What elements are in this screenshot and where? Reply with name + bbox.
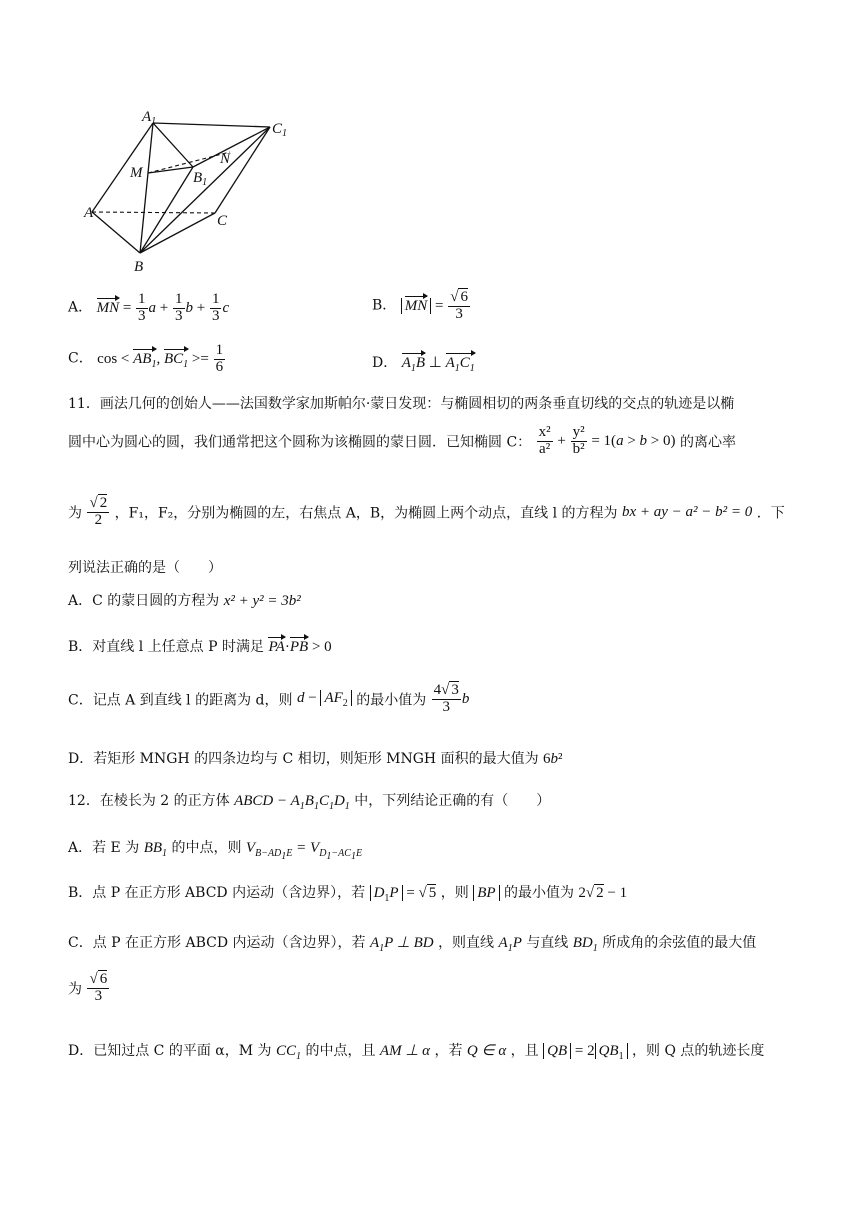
q10-option-a: A． MN = $\frac{1}{3}$ a + $\frac{1}{3}$ b + $\frac{1}{3}$ c — [68, 291, 230, 324]
point-label-b1: $B_1$ — [193, 170, 208, 188]
q12-option-b: B．点 P 在正方形 ABCD 内运动（含边界），若 $D_1P$ = √ 5 ，则 BP 的最小值为 2√ 2 − 1 — [68, 885, 628, 904]
point-label-c: C — [217, 213, 228, 229]
point-label-c1: $C_1$ — [272, 121, 288, 139]
q10-option-d: D． $A_1B$ ⊥ $A_1C_1$ — [372, 355, 475, 374]
q11-line3: 为 $\frac{√ 2}{2}$ ，F₁，F₂，分别为椭圆的左，右焦点 A，B，为椭圆上两个动点，直线 l 的方程为 bx + ay − a² − b² = 0 ．下 — [68, 495, 785, 528]
q11-line1: 11．画法几何的创始人——法国数学家加斯帕尔·蒙日发现：与椭圆相切的两条垂直切线的交点的轨迹是以椭 — [68, 396, 735, 412]
q11-line4: 列说法正确的是（ ） — [68, 560, 222, 576]
geometry-figure — [80, 105, 310, 280]
q11-option-c: C．记点 A 到直线 l 的距离为 d，则 $d - AF_2$ 的最小值为 $\frac{4√ 3}{3}$ b — [68, 682, 470, 715]
q11-option-a: A．C 的蒙日圆的方程为 x² + y² = 3b² — [68, 593, 301, 609]
q12-option-c-cont: 为 $\frac{√ 6}{3}$ — [68, 971, 108, 1004]
q11-line2: 圆中心为圆心的圆，我们通常把这个圆称为该椭圆的蒙日圆．已知椭圆 C： $\frac{\text{x²}}{\text{a²}}$ + $\frac{\text{y²}}{\text{b²}}$ = 1(a > b > 0) 的离心率 — [68, 424, 736, 457]
q10-option-b: B． MN = $\frac{√ 6}{3}$ — [372, 289, 468, 322]
q10-option-c: C． $\cos < AB_1$, $BC_1$ >= $\frac{1}{6}$ — [68, 342, 224, 375]
q12-option-d: D．已知过点 C 的平面 α，M 为 $CC_1$ 的中点，且 AM ⊥ α ，若 Q ∈ α ，且 QB = 2 $QB_1$ ，则 Q 点的轨迹长度 — [68, 1043, 765, 1062]
point-label-a1: $A_1$ — [142, 109, 157, 127]
q12-option-c: C．点 P 在正方形 ABCD 内运动（含边界），若 $A_1P$ ⊥ BD ，则直线 $A_1P$ 与直线 $BD_1$ 所成角的余弦值的最大值 — [68, 935, 757, 954]
point-label-a: A — [84, 205, 94, 221]
point-label-b: B — [134, 259, 144, 275]
q12-stem: 12．在棱长为 2 的正方体 ABCD − $A_1B_1C_1D_1$ 中，下列结论正确的有（ ） — [68, 793, 551, 812]
q11-option-b: B．对直线 l 上任意点 P 时满足 PA·PB > 0 — [68, 639, 332, 655]
point-label-m: M — [130, 165, 143, 181]
point-label-n: N — [220, 151, 231, 167]
q12-option-a: A．若 E 为 $BB_1$ 的中点，则 $V_{B-AD_1E} = V_{D_1-AC_1E}$ — [68, 840, 363, 862]
q11-option-d: D．若矩形 MNGH 的四条边均与 C 相切，则矩形 MNGH 面积的最大值为 6b² — [68, 751, 563, 767]
